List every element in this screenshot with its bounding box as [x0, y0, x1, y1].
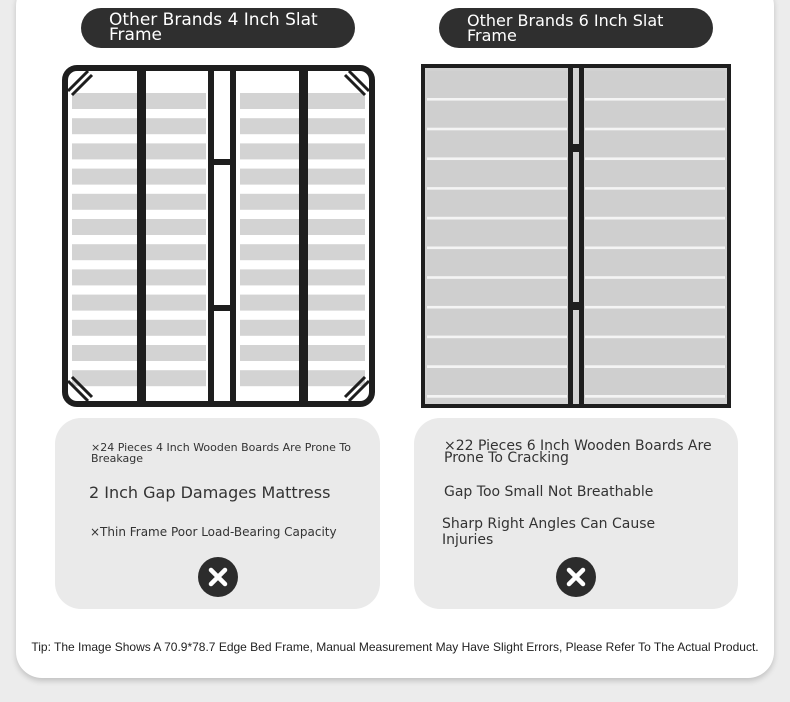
right-slat — [585, 309, 725, 336]
right-slat-gap — [427, 336, 567, 339]
right-slat-gap — [427, 128, 567, 131]
right-slat — [585, 368, 725, 395]
close-icon — [556, 557, 596, 597]
right-bed-frame-image — [421, 64, 731, 408]
right-slat — [427, 160, 567, 187]
right-slat — [427, 130, 567, 157]
right-slat — [585, 130, 725, 157]
right-slat-gap — [427, 217, 567, 220]
right-slat-gap — [427, 157, 567, 160]
right-slat-gap — [427, 187, 567, 190]
left-title-text: Other Brands 4 Inch Slat Frame — [109, 10, 318, 45]
right-slat — [585, 249, 725, 276]
right-feature-1: ×22 Pieces 6 Inch Wooden Boards Are Prone To Cracking — [444, 438, 712, 466]
right-slat — [427, 249, 567, 276]
right-slat — [427, 71, 567, 98]
right-slat — [427, 279, 567, 306]
left-feature-3: ×Thin Frame Poor Load-Bearing Capacity — [90, 525, 337, 539]
right-slat-gap — [585, 395, 725, 398]
right-slat-gap — [585, 276, 725, 279]
right-x-circle-icon — [556, 557, 596, 597]
left-bed-frame-image — [62, 65, 375, 407]
right-slat — [427, 190, 567, 217]
right-slat-gap — [585, 365, 725, 368]
left-x-circle-icon — [198, 557, 238, 597]
right-slat-gap — [585, 336, 725, 339]
right-slat-gap — [585, 187, 725, 190]
right-slat-gap — [585, 128, 725, 131]
right-title-text: Other Brands 6 Inch Slat Frame — [467, 11, 664, 45]
right-slat-gap — [427, 365, 567, 368]
left-title — [81, 8, 355, 48]
left-features-panel — [55, 418, 380, 609]
right-features-panel — [414, 418, 738, 609]
right-slat — [585, 101, 725, 128]
right-title — [439, 8, 713, 48]
right-slat — [585, 338, 725, 365]
left-feature-2: 2 Inch Gap Damages Mattress — [89, 483, 331, 502]
right-slat — [427, 368, 567, 395]
right-slat — [585, 190, 725, 217]
right-slat — [585, 220, 725, 247]
tip-text: Tip: The Image Shows A 70.9*78.7 Edge Bed Frame, Manual Measurement May Have Slight Errors, Please Refer To The Actual Product. — [31, 640, 759, 654]
right-slat-gap — [585, 98, 725, 101]
close-icon — [198, 557, 238, 597]
right-feature-3: Sharp Right Angles Can Cause Injuries — [442, 516, 656, 548]
right-slat — [585, 160, 725, 187]
right-feature-2: Gap Too Small Not Breathable — [444, 484, 654, 500]
right-slat-gap — [427, 306, 567, 309]
right-slat-gap — [585, 217, 725, 220]
right-slat — [427, 338, 567, 365]
right-slat-gap — [427, 276, 567, 279]
right-slat — [585, 71, 725, 98]
left-feature-1: ×24 Pieces 4 Inch Wooden Boards Are Prone To Breakage — [91, 441, 351, 465]
right-slat-gap — [427, 98, 567, 101]
right-slat-gap — [427, 247, 567, 250]
right-slat — [427, 220, 567, 247]
right-slat-gap — [427, 395, 567, 398]
right-slat — [427, 101, 567, 128]
right-slat — [585, 279, 725, 306]
right-slat — [427, 309, 567, 336]
right-slat-gap — [585, 306, 725, 309]
right-slat-gap — [585, 247, 725, 250]
right-slat-gap — [585, 157, 725, 160]
